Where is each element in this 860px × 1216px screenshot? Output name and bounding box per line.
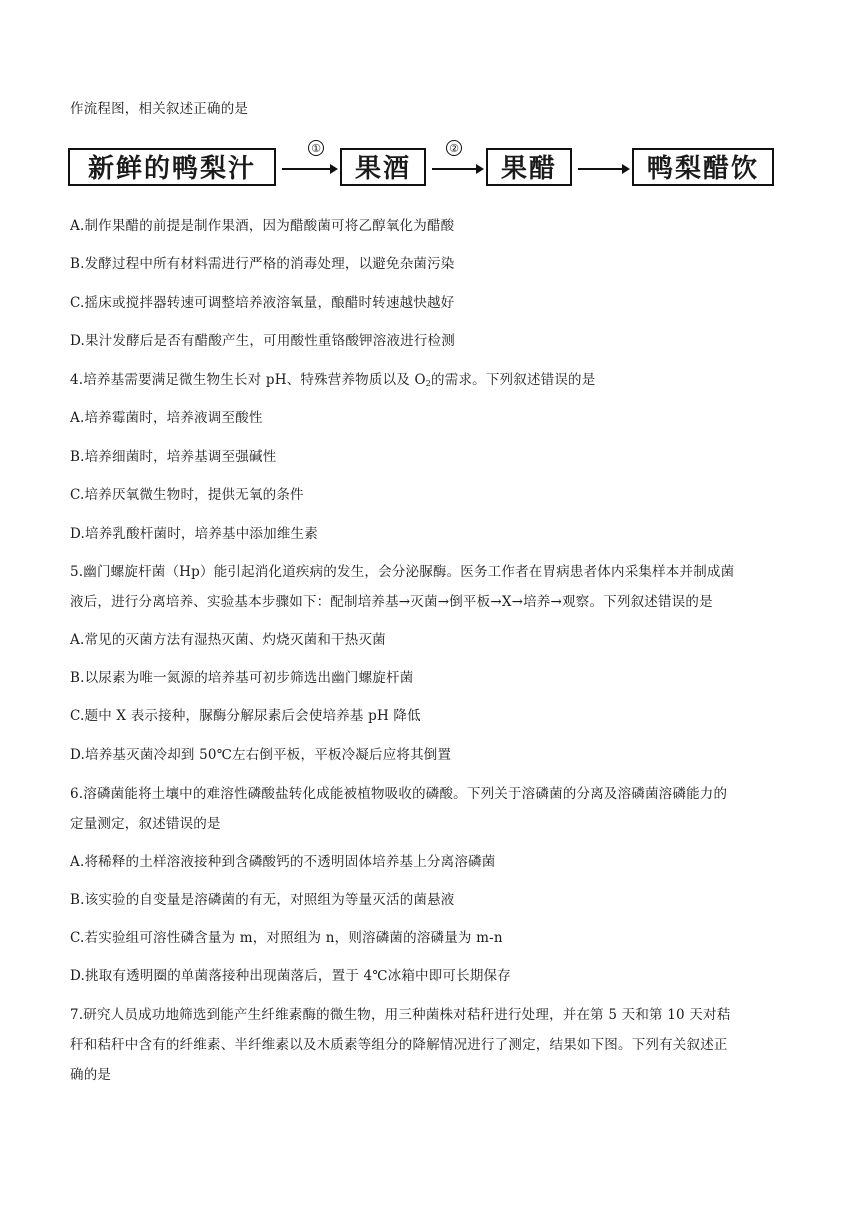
intro-text: 作流程图，相关叙述正确的是 <box>70 101 249 117</box>
q7-stem-line-3: 确的是 <box>70 1067 112 1083</box>
flow-node-pear-vinegar-drink: 鸭梨醋饮 <box>632 148 774 186</box>
q4-option-a: A.培养霉菌时，培养液调至酸性 <box>70 410 263 426</box>
q4-stem-part1: 4.培养基需要满足微生物生长对 pH、特殊营养物质以及 O <box>70 372 426 388</box>
q3-option-a: A.制作果醋的前提是制作果酒，因为醋酸菌可将乙醇氧化为醋酸 <box>70 218 455 234</box>
q4-stem <box>70 372 595 392</box>
q7-stem-line-1: 7.研究人员成功地筛选到能产生纤维素酶的微生物，用三种菌株对秸秆进行处理，并在第 5 天和第 10 天对秸 <box>70 1007 731 1023</box>
flow-arrow-3 <box>574 142 630 190</box>
q6-option-c: C.若实验组可溶性磷含量为 m，对照组为 n，则溶磷菌的溶磷量为 m-n <box>70 930 503 946</box>
q4-option-b: B.培养细菌时，培养基调至强碱性 <box>70 449 277 465</box>
flow-node-pear-juice: 新鲜的鸭梨汁 <box>68 148 276 186</box>
q3-option-c: C.摇床或搅拌器转速可调整培养液溶氧量，酿醋时转速越快越好 <box>70 295 455 311</box>
q4-option-c: C.培养厌氧微生物时，提供无氧的条件 <box>70 487 304 503</box>
q5-option-c: C.题中 X 表示接种，脲酶分解尿素后会使培养基 pH 降低 <box>70 708 421 724</box>
q7-stem-line-2: 秆和秸秆中含有的纤维素、半纤维素以及木质素等组分的降解情况进行了测定，结果如下图。下列有关叙述正 <box>70 1037 728 1053</box>
flowchart <box>68 140 774 190</box>
q5-option-d: D.培养基灭菌冷却到 50℃左右倒平板，平板冷凝后应将其倒置 <box>70 747 452 763</box>
q3-option-d: D.果汁发酵后是否有醋酸产生，可用酸性重铬酸钾溶液进行检测 <box>70 333 455 349</box>
q6-option-a: A.将稀释的土样溶液接种到含磷酸钙的不透明固体培养基上分离溶磷菌 <box>70 854 496 870</box>
flow-step-label-1: ① <box>308 140 324 156</box>
q6-option-d: D.挑取有透明圈的单菌落接种出现菌落后，置于 4℃冰箱中即可长期保存 <box>70 968 511 984</box>
q5-option-a: A.常见的灭菌方法有湿热灭菌、灼烧灭菌和干热灭菌 <box>70 632 386 648</box>
q4-stem-part2: 的需求。下列叙述错误的是 <box>431 372 596 388</box>
q5-option-b: B.以尿素为唯一氮源的培养基可初步筛选出幽门螺旋杆菌 <box>70 670 414 686</box>
q6-option-b: B.该实验的自变量是溶磷菌的有无，对照组为等量灭活的菌悬液 <box>70 892 455 908</box>
q4-stem-subscript: 2 <box>425 379 432 388</box>
flow-node-fruit-wine: 果酒 <box>340 148 426 186</box>
q4-option-d: D.培养乳酸杆菌时，培养基中添加维生素 <box>70 526 318 542</box>
q3-option-b: B.发酵过程中所有材料需进行严格的消毒处理，以避免杂菌污染 <box>70 256 455 272</box>
flow-node-fruit-vinegar: 果醋 <box>486 148 572 186</box>
q5-stem-line-1: 5.幽门螺旋杆菌（Hp）能引起消化道疾病的发生，会分泌脲酶。医务工作者在胃病患者体内采集样本并制成菌 <box>70 564 735 580</box>
flow-step-label-2: ② <box>446 140 462 156</box>
q5-stem-line-2: 液后，进行分离培养、实验基本步骤如下：配制培养基→灭菌→倒平板→X→培养→观察。下列叙述错误的是 <box>70 594 713 610</box>
q6-stem-line-1: 6.溶磷菌能将土壤中的难溶性磷酸盐转化成能被植物吸收的磷酸。下列关于溶磷菌的分离及溶磷菌溶磷能力的 <box>70 786 728 802</box>
q6-stem-line-2: 定量测定，叙述错误的是 <box>70 816 221 832</box>
